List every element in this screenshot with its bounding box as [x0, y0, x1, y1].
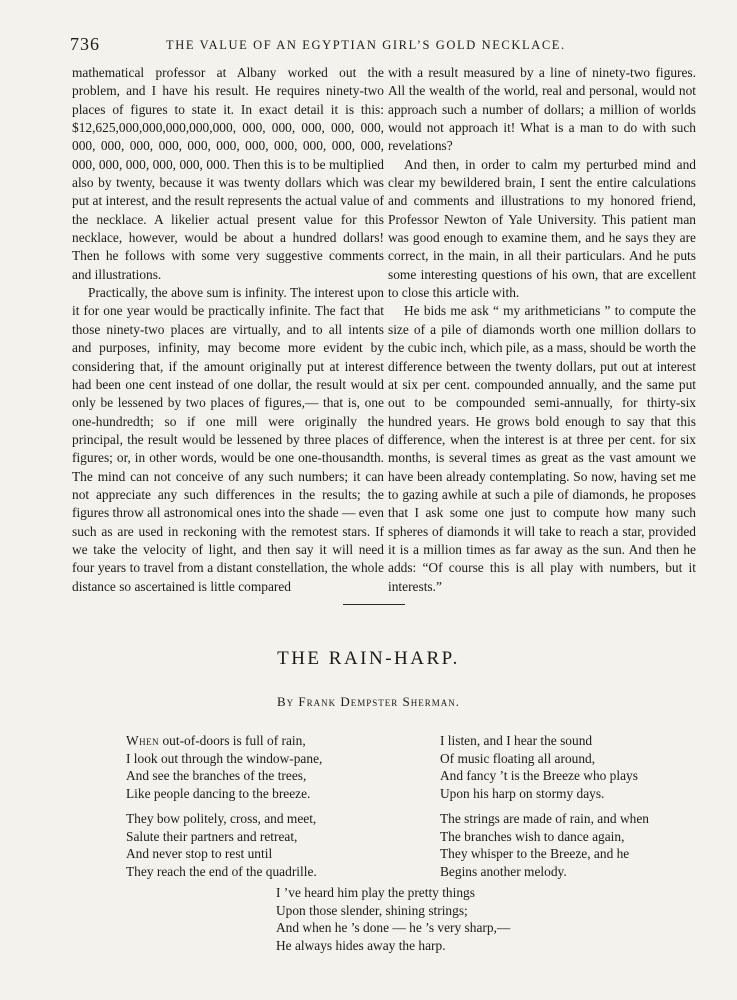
poem-line: They bow politely, cross, and meet, [126, 811, 317, 826]
poem-stanza [440, 810, 649, 880]
poem-line: Begins another melody. [440, 863, 567, 879]
article-paragraph: with a result measured by a line of ninety-two figures. All the wealth of the world, real and personal, would not approach such a number of dollars; a million of worlds would not approach it! What is a man to do with such revelations? [388, 65, 696, 154]
poem-line: And fancy ’t is the Breeze who plays [440, 768, 638, 783]
poem-line: Salute their partners and retreat, [126, 828, 298, 844]
poem-line: They whisper to the Breeze, and he [440, 846, 630, 861]
poem-line: And never stop to rest until [126, 846, 273, 861]
poem-line [126, 732, 322, 750]
article-right-column [388, 64, 696, 596]
running-head [70, 34, 710, 56]
article-paragraph: And then, in order to calm my perturbed mind and clear my bewildered brain, I sent the entire calculations and comments and illustrations to my honored friend, Professor Newton of Yale University. This patient man was good enough to examine them, and he says they are correct, in the main, in all their particulars. And he puts some interesting questions of his own, that are excellent to close this article with. [388, 156, 696, 301]
poem-author: Frank Dempster Sherman. [298, 694, 461, 709]
poem-line: Upon those slender, shining strings; [276, 902, 468, 918]
poem-line: I ’ve heard him play the pretty things [276, 885, 475, 900]
poem-stanza [126, 732, 322, 802]
section-divider [343, 604, 405, 605]
article-paragraph: Practically, the above sum is infinity. The interest upon it for one year would be practically infinite. The fact that those ninety-two places are virtually, and to all intents and purposes, infinity, may become more evident by considering that, if the amount originally put at interest had been one cent instead of one dollar, the result would only be lessened by two places of figures,— that is, one one-hundredth; so if one mill were originally the principal, the result would be lessened by three places of figures; or, in other words, would be one one-thousandth. The mind can not conceive of any such numbers; it can not appreciate any such differences in the results; the figures throw all astronomical ones into the shade — even such as are used in reckoning with the remotest stars. If we take the velocity of light, and then say it will need four years to travel from a distant constellation, the whole distance so ascertained is little compared [72, 285, 384, 594]
poem-line: The branches wish to dance again, [440, 828, 625, 844]
poem-title: THE RAIN-HARP. [277, 648, 460, 669]
poem-stanza [126, 810, 317, 880]
poem-line: Of music floating all around, [440, 750, 596, 766]
article-paragraph: He bids me ask “ my arithmeticians ” to compute the size of a pile of diamonds worth one million dollars to the cubic inch, which pile, as a mass, should be worth the difference between the twenty dollars, put out at interest at six per cent. compounded annually, and the same put out to be compounded semi-annually, for thirty-six hundred years. He grows bold enough to say that this difference, when the interest is at three per cent. for six months, is several times as great as the vast amount we have been already contemplating. So now, having set me to gazing awhile at such a pile of diamonds, he proposes that I ask some one just to compute how many such spheres of diamonds it will take to reach a star, provided it is a million times as far away as the sun. And then he adds: “Of course this is all play with numbers, but it interests.” [388, 303, 696, 594]
article-paragraph: mathematical professor at Albany worked out the problem, and I have his result. He requires ninety-two places of figures to state it. In exact detail it is this: $12,625,000,000,000,000,000, 000, 000, 000, 000, 000, 000, 000, 000, 000, 000, 000, 000, 000, 000, 000, 000, 000, 000, 000, 000, 000, 000. Then this is to be multiplied also by twenty, because it was twenty dollars which was put at interest, and the result represents the actual value of the necklace. A likelier actual present value for this necklace, however, would be about a hundred dollars! Then he follows with some very suggestive comments and illustrations. [72, 65, 384, 282]
article-left-column [72, 64, 384, 596]
poem-line: Upon his harp on stormy days. [440, 785, 605, 801]
poem-line: The strings are made of rain, and when [440, 811, 649, 826]
poem-stanza [276, 884, 510, 954]
poem-byline [0, 694, 737, 710]
poem-line: And when he ’s done — he ’s very sharp,— [276, 920, 511, 935]
poem-first-word: When [126, 733, 160, 748]
poem-line: And see the branches of the trees, [126, 768, 307, 783]
page-number: 736 [70, 34, 100, 54]
poem-stanza [440, 732, 638, 802]
poem-line: I look out through the window-pane, [126, 750, 323, 766]
poem-line-text: out-of-doors is full of rain, [159, 733, 306, 748]
byline-prefix: By [276, 694, 299, 709]
poem-line: They reach the end of the quadrille. [126, 863, 317, 879]
poem-line: I listen, and I hear the sound [440, 733, 593, 748]
poem-line: Like people dancing to the breeze. [126, 785, 311, 801]
running-title: THE VALUE OF AN EGYPTIAN GIRL’S GOLD NECKLACE. [166, 38, 566, 52]
poem-line: He always hides away the harp. [276, 937, 446, 953]
